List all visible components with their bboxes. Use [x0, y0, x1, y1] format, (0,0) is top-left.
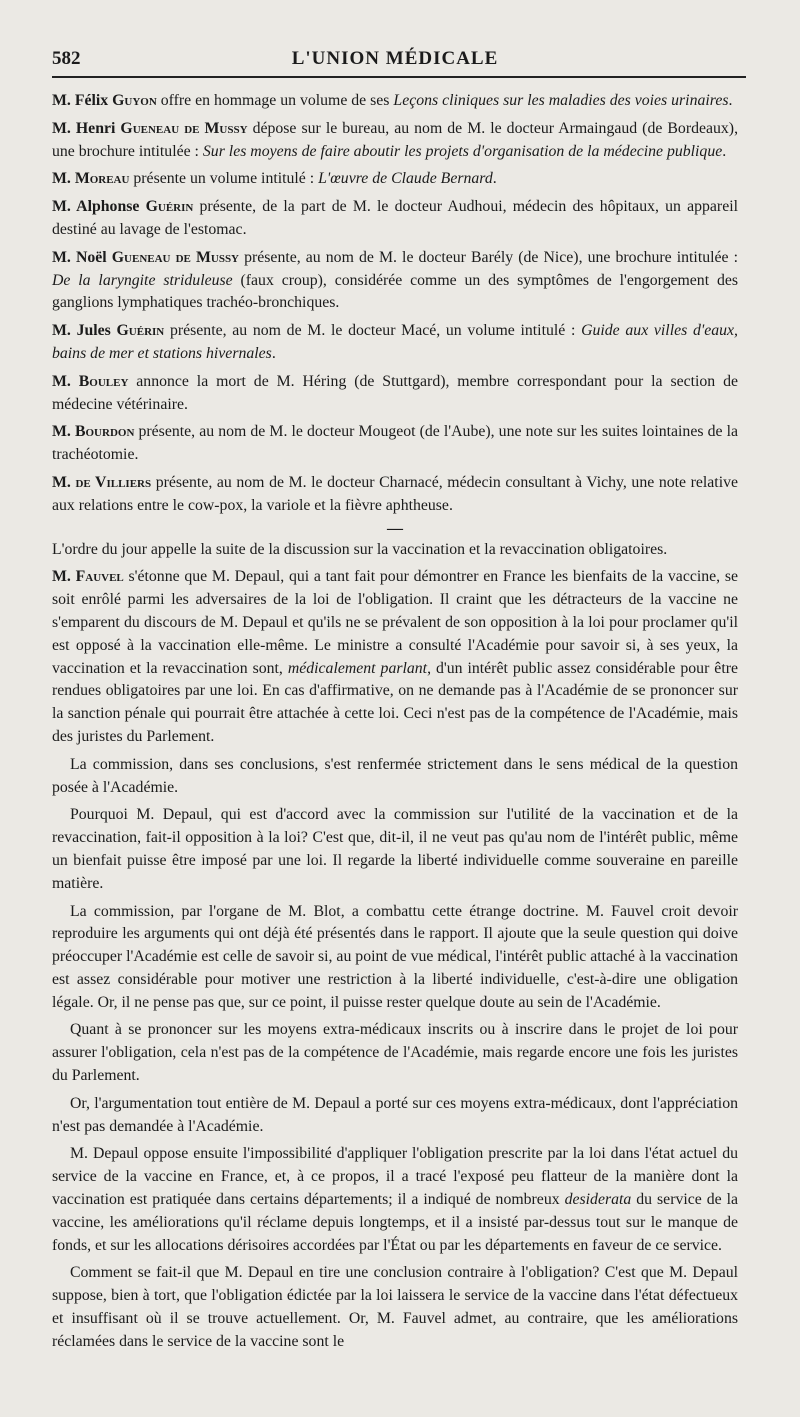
paragraph — [52, 1143, 738, 1257]
paragraph — [52, 901, 738, 1015]
text-run: M. — [52, 170, 75, 188]
text-run: du service de la vaccine, les améliorations qu'il réclame depuis longtemps, et il a insisté par-dessus tout sur le manque de fonds, et sur les allocations dérisoires accordées par l'État ou par les départements en faveur de ce service. — [52, 1191, 739, 1254]
speaker-name: Guyon — [112, 92, 157, 109]
speaker-name: Gueneau de Mussy — [120, 119, 248, 137]
paragraph — [52, 90, 738, 113]
text-run: présente, au nom de M. le docteur Mougeot (de l'Aube), une note sur les suites lointaines de la trachéotomie. — [52, 423, 738, 464]
text-run: M. — [52, 92, 75, 109]
italic-title: médicalement parlant — [287, 659, 428, 677]
text-run: . — [271, 344, 276, 362]
italic-title: Leçons cliniques sur les maladies des voies urinaires — [393, 92, 729, 109]
text-run: M. — [52, 473, 76, 491]
text-run: Félix — [74, 92, 113, 109]
text-run: présente, au nom de M. le docteur Barély (de Nice), une brochure intitulée : — [239, 248, 738, 266]
paragraph — [52, 320, 738, 366]
paragraph — [52, 1093, 738, 1139]
paragraph — [52, 196, 738, 242]
page-header — [52, 40, 738, 76]
text-run: M. Depaul oppose ensuite l'impossibilité d'appliquer l'obligation prescrite par la loi dans l'état actuel du service de la vaccine en France, et, à ce propos, il a tracé l'exposé peu flatteur de la manière dont la vaccination est pratiquée dans certains départements; il a indiqué de nombreux — [52, 1145, 738, 1209]
italic-title: De la laryngite striduleuse — [52, 271, 233, 289]
text-run: L'ordre du jour appelle la suite de la discussion sur la vaccination et la revaccination obligatoires. — [52, 540, 668, 558]
text-run: M. Jules — [52, 322, 117, 340]
text-run: M. — [52, 568, 76, 586]
text-run: (faux croup), considérée comme un des symptômes de l'engorgement des ganglions lymphatiques trachéo-bronchiques. — [52, 271, 738, 312]
italic-title: L'œuvre de Claude Bernard — [318, 170, 493, 188]
text-run: Or, l'argumentation tout entière de M. Depaul a porté sur ces moyens extra-médicaux, dont l'appréciation n'est pas demandée à l'Académie. — [52, 1094, 738, 1135]
header-rule — [52, 76, 746, 78]
text-run: . — [728, 92, 733, 109]
text-run: présente, de la part de M. le docteur Audhoui, médecin des hôpitaux, un appareil destiné au lavage de l'estomac. — [52, 198, 738, 238]
text-run: M. Alphonse — [52, 198, 146, 216]
speaker-name: Gueneau de Mussy — [111, 248, 240, 266]
section-separator: — — [387, 519, 403, 537]
paragraph — [52, 539, 738, 562]
speaker-name: Bouley — [78, 372, 129, 390]
speaker-name: Moreau — [74, 170, 130, 188]
paragraph — [52, 804, 738, 895]
speaker-name: Fauvel — [75, 568, 124, 586]
running-title: L'UNION MÉDICALE — [291, 48, 499, 69]
paragraph — [52, 118, 738, 164]
italic-title: desiderata — [564, 1191, 632, 1209]
speaker-name: Bourdon — [74, 423, 135, 441]
text-run: La commission, par l'organe de M. Blot, a combattu cette étrange doctrine. M. Fauvel croit devoir reproduire les arguments qui ont déjà été présentés dans le rapport. Il ajoute que la seule question qui doive préoccuper l'Académie est celle de savoir si, au point de vue médical, l'intérêt public attaché à la vaccination est assez considérable pour motiver une restriction à la liberté individuelle, c'est-à-dire une obligation légale. Or, il ne pense pas que, sur ce point, il puisse rester quelque doute au sein de l'Académie. — [52, 902, 738, 1011]
text-run: Comment se fait-il que M. Depaul en tire une conclusion contraire à l'obligation? C'est que M. Depaul suppose, bien à tort, que l'obligation édictée par la loi laissera le service de la vaccine dans l'état défectueux et insuffisant où il se trouve actuellement. Or, M. Fauvel admet, au contraire, que les améliorations réclamées dans le service de la vaccine sont le — [52, 1264, 738, 1350]
text-run: La commission, dans ses conclusions, s'est renfermée strictement dans le sens médical de la question posée à l'Académie. — [52, 755, 738, 796]
text-run: s'étonne que M. Depaul, qui a tant fait pour démontrer en France les bienfaits de la vaccine, se soit enrôlé parmi les adversaires de la loi de l'obligation. Il craint que les détracteurs de la vaccine ne s'emparent du discours de M. Depaul et qu'ils ne se prévalent de son opposition à la loi pour proclamer qu'il est opposé à la vaccination elle-même. Le ministre a consulté l'Académie pour savoir si, à ses yeux, la vaccination et la revaccination sont, — [52, 568, 738, 677]
text-run: M. Noël — [52, 248, 112, 266]
paragraph — [52, 472, 738, 518]
text-run: annonce la mort de M. Héring (de Stuttgard), membre correspondant pour la section de médecine vétérinaire. — [52, 372, 738, 413]
text-run: M. — [52, 423, 75, 441]
speaker-name: de Villiers — [75, 473, 152, 491]
text-run: . — [492, 170, 497, 188]
text-run: Pourquoi M. Depaul, qui est d'accord avec la commission sur l'utilité de la vaccination et de la revaccination, fait-il opposition à la loi? C'est que, dit-il, il ne veut pas qu'au nom de l'intérêt public, même un bienfait puisse être imposé par une loi. Il regarde la liberté individuelle comme souveraine en pareille matière. — [52, 806, 738, 892]
speaker-name: Guérin — [145, 198, 194, 216]
paragraph — [52, 247, 738, 315]
italic-title: Guide aux villes d'eaux, bains de mer et stations hivernales — [52, 322, 738, 362]
text-run: . — [722, 142, 727, 160]
paragraph — [52, 371, 738, 417]
text-run: présente, au nom de M. le docteur Charnacé, médecin consultant à Vichy, une note relative aux relations entre le cow-pox, la variole et la fièvre aphtheuse. — [52, 473, 738, 514]
announcements-section — [52, 90, 738, 518]
discussion-section — [52, 539, 738, 1354]
text-run: M. Henri — [52, 119, 121, 137]
paragraph — [52, 1262, 738, 1353]
paragraph — [52, 1019, 738, 1087]
paragraph — [52, 168, 738, 191]
paragraph — [52, 421, 738, 467]
text-run: présente un volume intitulé : — [129, 170, 319, 188]
text-run: dépose sur le bureau, au nom de M. le docteur Armaingaud (de Bordeaux), une brochure intitulée : — [52, 119, 739, 160]
text-run: M. — [52, 372, 79, 390]
page-number: 582 — [52, 48, 81, 69]
speaker-name: Guérin — [116, 322, 165, 340]
text-run: présente, au nom de M. le docteur Macé, un volume intitulé : — [164, 322, 582, 340]
text-run: offre en hommage un volume de ses — [156, 92, 394, 109]
paragraph — [52, 754, 738, 800]
paragraph — [52, 566, 738, 748]
italic-title: Sur les moyens de faire aboutir les projets d'organisation de la médecine publique — [202, 142, 723, 160]
text-run: Quant à se prononcer sur les moyens extra-médicaux inscrits ou à inscrire dans le projet de loi pour assurer l'obligation, cela n'est pas de la compétence de l'Académie, mais regarde encore une fois les juristes du Parlement. — [52, 1021, 738, 1085]
text-run: , d'un intérêt public assez considérable pour être rendues obligatoires par une loi. En cas d'affirmative, on ne demande pas à l'Académie de se prononcer sur la sanction pénale qui pourrait être attachée à cette loi. Ceci n'est pas de la compétence de l'Académie, mais des juristes du Parlement. — [52, 659, 738, 745]
